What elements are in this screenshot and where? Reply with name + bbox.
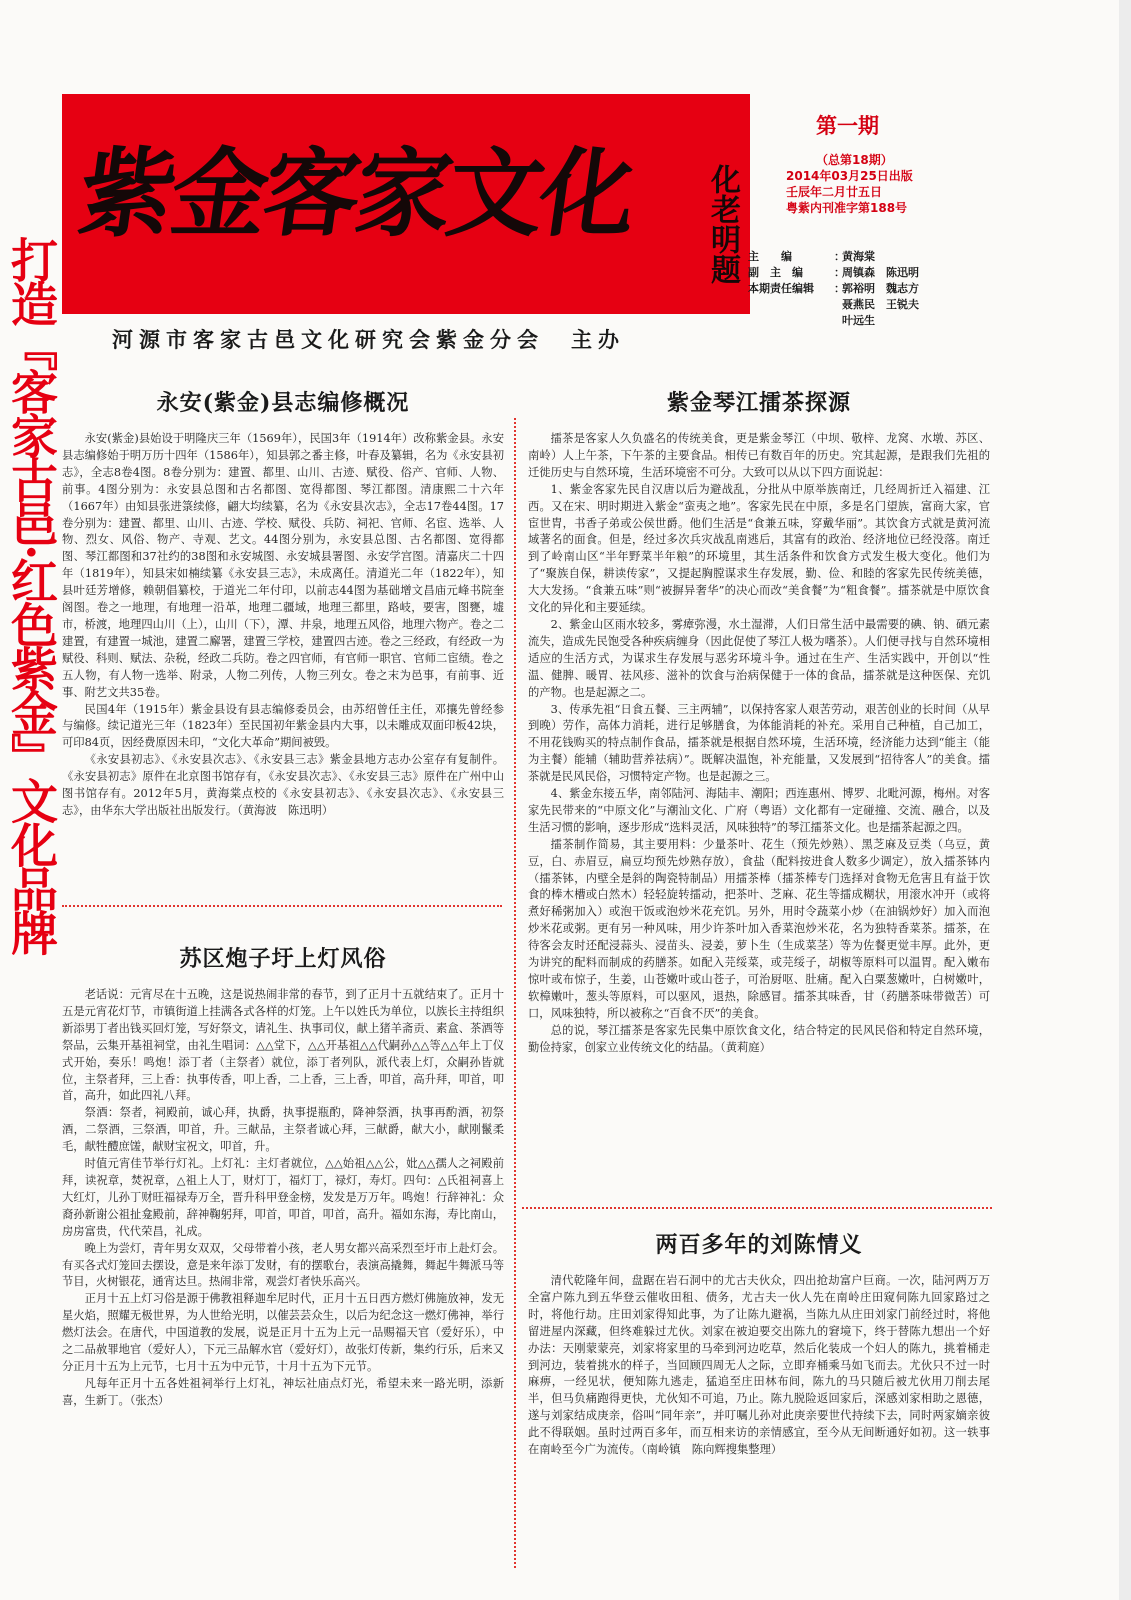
editor-colon: ：: [834, 266, 845, 279]
article-county-history: [62, 386, 504, 900]
editor-row: [748, 249, 1018, 265]
editor-names: 周镇森 陈迅明: [842, 266, 919, 279]
editor-names: 聂燕民 王锐夫: [842, 298, 919, 311]
article-paragraph: 总的说，琴江擂茶是客家先民集中原饮食文化，结合特定的民风民俗和特定自然环境，勤俭持家，创家立业传统文化的结晶。（黄莉庭）: [528, 1023, 990, 1054]
article-paragraph: 正月十五上灯习俗是源于佛教祖释迦牟尼时代，正月十五日西方燃灯佛施放神，发无星火焰，照耀无极世界，为人世给光明，以催芸芸众生，以后为纪念这一燃灯佛神，举行燃灯法会。在唐代，中国道教的发展，说是正月十五为上元一品赐福天官（爱好乐），中之二品赦罪地官（爱好人），下元三品解水官（爱好灯），故张灯传新，集约行乐，后来又分正月十五为上元节，七月十五为中元节，十月十五为下元节。: [62, 1292, 504, 1373]
editor-role: 副 主 编: [748, 266, 803, 279]
editor-role: [748, 313, 834, 329]
article-title: 永安(紫金)县志编修概况: [156, 390, 410, 416]
article-paragraph: 擂茶制作简易，其主要用料：少量茶叶、花生（预先炒熟）、黑芝麻及豆类（乌豆，黄豆，白、赤眉豆，扁豆均预先炒熟存放），食盐（配料按进食人数多少调定），放入擂茶钵内（擂茶钵，内壁全是斜的陶瓷特制品）用擂茶棒（擂茶棒专门选择对食物无危害且有益于饮食的棒木槽或白然木）轻轻旋转擂动，把茶叶、芝麻、花生等擂成糊状，用滚水冲开（或将煮好稀粥加入）或泡干饭或泡炒米花充饥。另外，用时令蔬菜小炒（在油锅炒好）加入而泡炒米花或粥。更有另一种风味，用少许茶叶加入香菜泡炒米花，名为独特香菜茶。擂茶，在待客会友时还配浸蒜头、浸苗头、浸姜，萝卜生（生成菜茎）等为佐餐更觉丰厚。此外，更为讲究的配料而制成的药膳茶。如配入芫绥菜，或芫绥子，胡椒等原料可以温胃。配入嫩布惊叶或布惊子，生姜，山苍嫩叶或山苍子，可治厨呕、肚痛。配入白粟葱嫩叶，白树嫩叶，软樟嫩叶，葱头等原料，可以驱风，退热，除感冒。擂茶其味香，甘（药膳茶味带微苦）可口，风味独特，所以被称之“百食不厌”的美食。: [528, 837, 990, 1020]
article-paragraph: 1、紫金客家先民自汉唐以后为避战乱，分批从中原举族南迁，几经周折迁入福建、江西。又在宋、明时期进入紫金“蛮夷之地”。客家先民在中原，多是名门望族，富商大家，官宦世胄，书香子弟或公侯世爵。他们生活是“食兼五味，穿戴华丽”。其饮食方式就是黄河流域著名的面食。但是，经过多次兵灾战乱南逃后，其富有的政治、经济地位已经没落。南迁到了岭南山区“半年野菜半年粮”的环境里，其生活条件和饮食方式发生极大变化。他们为了“聚族自保，耕读传家”，又提起胸膛谋求生存发展，勤、俭、和睦的客家先民传统美德，大大发扬。“食兼五味”则“被摒异奢华”的决心而改“美食餐”为“粗食餐”。擂茶就是中原饮食文化的异化和主要延续。: [528, 482, 990, 615]
editors-list: [748, 249, 1018, 329]
editor-row: [748, 265, 1018, 281]
editor-colon-spacer: [834, 297, 842, 313]
editor-names: 叶远生: [842, 314, 875, 327]
article-paragraph: 老话说：元宵尽在十五晚，这是说热闹非常的春节，到了正月十五就结束了。正月十五是元宵花灯节，市镇街道上挂满各式各样的灯笼。上午以姓氏为单位，以族长主持组织新添男丁者出钱买回灯笼，写好祭文，请礼生、执事司仪，献上猪羊斋贡、素盒、茶酒等祭品，云集开基祖祠堂，由礼生唱词：△△堂下，△△开基祖△△代嗣孙△△等△△年上丁仪式开始，奏乐！鸣炮！添丁者（主祭者）就位，添丁者列队，派代表上灯，众嗣孙皆就位，主祭者拜，三上香：执事传香，叩上香，二上香，三上香，叩首，高升拜，叩首，叩首，高升，如此四礼八拜。: [62, 988, 504, 1103]
editor-names: 黄海棠: [842, 250, 875, 263]
column-divider: [514, 418, 516, 1568]
article-paragraph: 祭酒：祭者，祠殿前，诚心拜，执爵，执事提瓶酌，降神祭酒，执事再酌酒，初祭酒，二祭酒，三祭酒，叩首，升。三献品，主祭者诚心拜，三献爵，献大小，献刚鬣柔毛，献牲醴庶馐，献财宝祝文，叩首，升。: [62, 1106, 504, 1154]
article-paragraph: 3、传承先祖“日食五餐、三主两辅”，以保持客家人艰苦劳动，艰苦创业的长时间（从早到晚）劳作，高体力消耗，进行足够膳食，为体能消耗的补充。采用自己种植，自己加工，不用花钱购买的特点制作食品，擂茶就是根据自然环境，生活环境，经济能力达到“能主（能为主餐）能辅（辅助营养祛病）”。既解决温饱，补充能量，又发展到“招待客人”的美食。擂茶就是民风民俗，习惯特定产物。也是起源之三。: [528, 702, 990, 784]
article-leicha-origin: [528, 386, 990, 1202]
editor-role: [748, 297, 834, 313]
section-divider-right: [522, 1207, 992, 1209]
article-liu-chen: [528, 1228, 990, 1558]
issue-date: 2014年03月25日出版: [786, 169, 913, 183]
issue-lunar-date: 壬辰年二月廿五日: [786, 185, 883, 199]
article-title: 两百多年的刘陈情义: [655, 1232, 863, 1258]
masthead-signature: 化老明题: [705, 164, 740, 284]
organizer-line: 河源市客家古邑文化研究会紫金分会 主办: [112, 327, 625, 352]
article-paragraph: 永安(紫金)县始设于明隆庆三年（1569年），民国3年（1914年）改称紫金县。永安县志编修始于明万历十四年（1586年），知县郭之番主修，叶春及纂辑，名为《永安县初志》，全志8卷4图。8卷分别为：建置、都里、山川、古迹、赋役、俗产、官师、人物、前事。4图分别为：永安县总图和古名都图、宽得都图、琴江都图。清康熙二十六年（1667年）由知县张进箓续修，翩大均续纂，名为《永安县次志》，全志17卷44图。17卷分别为：建置、都里、山川、古迹、学校、赋役、兵防、祠祀、官师、名宦、选举、人物、烈女、风俗、物产、寺观、艺文。44图分别为，永安县总图、古名都图、宽得都图、琴江都图和37社约的38图和永安城图、永安城县署图、永安学宫图。清嘉庆二十四年（1819年），知县宋如楠续纂《永安县三志》，未成离任。清道光二年（1822年），知县叶廷芳增修，赖朝倡纂校，于道光二年付印，以前志44图为基础增文昌庙元峰书院奎阁图。卷之一地理，有地理一沿革，地理二疆域，地理三都里，路岐，要害，图甕，墟市，桥渡，地理四山川（上），山川（下），潭、井泉，地理五风俗，地理六物产。卷之二建置，有建置一城池，建置二廨署，建置三学校，建置四古迹。卷之三经政，有经政一为赋役、科则、赋法、杂税，经政二兵防。卷之四官师，有官师一职官、官师二宦绩。卷之五人物，有人物一选举、附录，人物二列传，人物三列女。卷之末为邑事，有前事、近事、附艺文共35卷。: [62, 432, 504, 699]
masthead-banner: [62, 94, 750, 314]
article-paragraph: 民国4年（1915年）紫金县设有县志编修委员会，由苏绍曾任主任，邓攘先曾经参与编修。续记道光三年（1823年）至民国初年紫金县内大事，以未雕成双面印板42块，可印84页，因经费原因未印，“文化大革命”期间被毁。: [62, 702, 504, 750]
editor-role: 主 编: [748, 250, 792, 263]
editor-row: [748, 297, 1018, 313]
editor-row: [748, 313, 1018, 329]
article-paragraph: 清代乾隆年间，盘踞在岩石洞中的尤古夫伙众，四出抢劫富户巨商。一次，陆河两万万全富户陈九到五华登云催收田租、债务，尤古夫一伙人先在南岭庄田窥伺陈九回家路过之时，将他行劫。庄田刘家得知此事，为了让陈九避祸，当陈九从庄田刘家门前经过时，将他留进屋内深藏，但终难躲过尤伙。刘家在被迫要交出陈九的窘境下，终于替陈九想出一个好办法：天刚蒙蒙亮，刘家将家里的马牵到河边吃草，然后化装成一个妇人的陈九，挑着桶走到河边，装着挑水的样子，当回顾四周无人之际，立即弃桶乘马如飞而去。尤伙只不过一时麻痹，一经见状，便知陈九逃走，猛追至庄田林布间，陈九的马只随后被尤伙用刀削去尾半，但马负痛跑得更快，尤伙知不可追，乃止。陈九脱险返回家后，深感刘家相助之恩德，遂与刘家结成庚亲，俗叫“同年亲”，并叮嘱儿孙对此庚亲要世代持续下去，同时两家嫡亲彼此不得联姻。虽时过两百多年，而互相来访的亲情感宜，至今从无间断通好如初。这一轶事在南岭至今广为流传。（南岭镇 陈向辉搜集整理）: [528, 1274, 990, 1457]
page-edge: [1119, 0, 1131, 1600]
issue-total: （总第18期）: [816, 153, 893, 167]
masthead-title: 紫金客家文化: [72, 137, 641, 250]
editor-colon: ：: [834, 282, 845, 295]
article-paragraph: 4、紫金东接五华，南邻陆河、海陆丰、潮阳；西连惠州、博罗、北毗河源，梅州。对客家先民带来的“中原文化”与潮汕文化、广府（粤语）文化都有一定碰撞、交流、融合，以及生活习惯的影响，逐步形成“选料灵活，风味独特”的琴江擂茶文化。也是擂茶起源之四。: [528, 787, 990, 834]
article-paragraph: 时值元宵佳节举行灯礼。上灯礼：主灯者就位，△△始祖△△公，妣△△孺人之祠殿前拜，读祝章，焚祝章，△祖上人丁，财灯丁，福灯丁，禄灯，寿灯。四句：△氏祖祠喜上大红灯，儿孙丁财旺福禄寿万全，晋升科甲登金榜，发发是万万年。鸣炮！行辞神礼：众裔孙新谢公祖扯龛殿前，辞神鞠躬拜，叩首，叩首，叩首，高升。福如东海，寿比南山，房房富贵，代代荣昌，礼成。: [62, 1157, 504, 1238]
vertical-slogan: 打造『客家古邑·红色紫金』文化品牌: [3, 236, 58, 954]
article-paragraph: 2、紫金山区雨水较多，雾瘴弥漫，水土湿滞，人们日常生活中最需要的碘、钠、硒元素流失，造成先民饱受各种疾病缠身（因此促使了琴江人极为嗜茶）。人们便寻找与自然环境相适应的生活方式，为谋求生存发展与恶劣环境斗争。通过在生产、生活实践中，开创以“性温、健脾、暖胃、祛风疹、滋补的饮食与治病保健于一体的食品，擂茶就是这种医保、充饥的产物。也是起源之二。: [528, 617, 990, 699]
article-paragraph: 凡每年正月十五各姓祖祠举行上灯礼，神坛社庙点灯光，希望未来一路光明，添新喜，生新丁。（张杰）: [62, 1376, 504, 1407]
section-divider-left: [62, 905, 502, 907]
editor-row: [748, 281, 1018, 297]
issue-info: [786, 110, 1086, 216]
article-paragraph: 《永安县初志》、《永安县次志》、《永安县三志》紫金县地方志办公室存有复制件。《永安县初志》原件在北京图书馆存有，《永安县次志》、《永安县三志》原件在广州中山图书馆存有。2012年5月，黄海棠点校的《永安县初志》、《永安县次志》、《永安县三志》，由华东大学出版社出版发行。（黄海波 陈迅明）: [62, 753, 504, 817]
editor-colon: ：: [834, 250, 845, 263]
editor-names: 郭裕明 魏志方: [842, 282, 919, 295]
article-lantern-custom: [62, 942, 504, 1534]
issue-number: 第一期: [816, 114, 879, 138]
article-title: 紫金琴江擂茶探源: [666, 390, 851, 416]
editor-colon-spacer: [834, 313, 842, 329]
editor-role: 本期责任编辑: [748, 282, 814, 295]
issue-permit: 粤紫内刊准字第188号: [786, 201, 908, 215]
article-paragraph: 晚上为尝灯，青年男女双双，父母带着小孩，老人男女都兴高采烈至圩市上赴灯会。有买各式灯笼回去摆设，意是来年添丁发财，有的摆歌台，表演高撬舞，舞起牛舞派马等节目，火树银花，通宵达旦。热闹非常，观尝灯者快乐高兴。: [62, 1241, 504, 1289]
article-paragraph: 擂茶是客家人久负盛名的传统美食，更是紫金琴江（中坝、敬梓、龙窝、水墩、苏区、南岭）人上午茶，下午茶的主要食品。相传已有数百年的历史。究其起源，是跟我们先祖的迁徙历史与自然环境，生活环境密不可分。大致可以从以下四方面说起：: [528, 432, 990, 479]
article-title: 苏区炮子圩上灯风俗: [179, 946, 387, 972]
